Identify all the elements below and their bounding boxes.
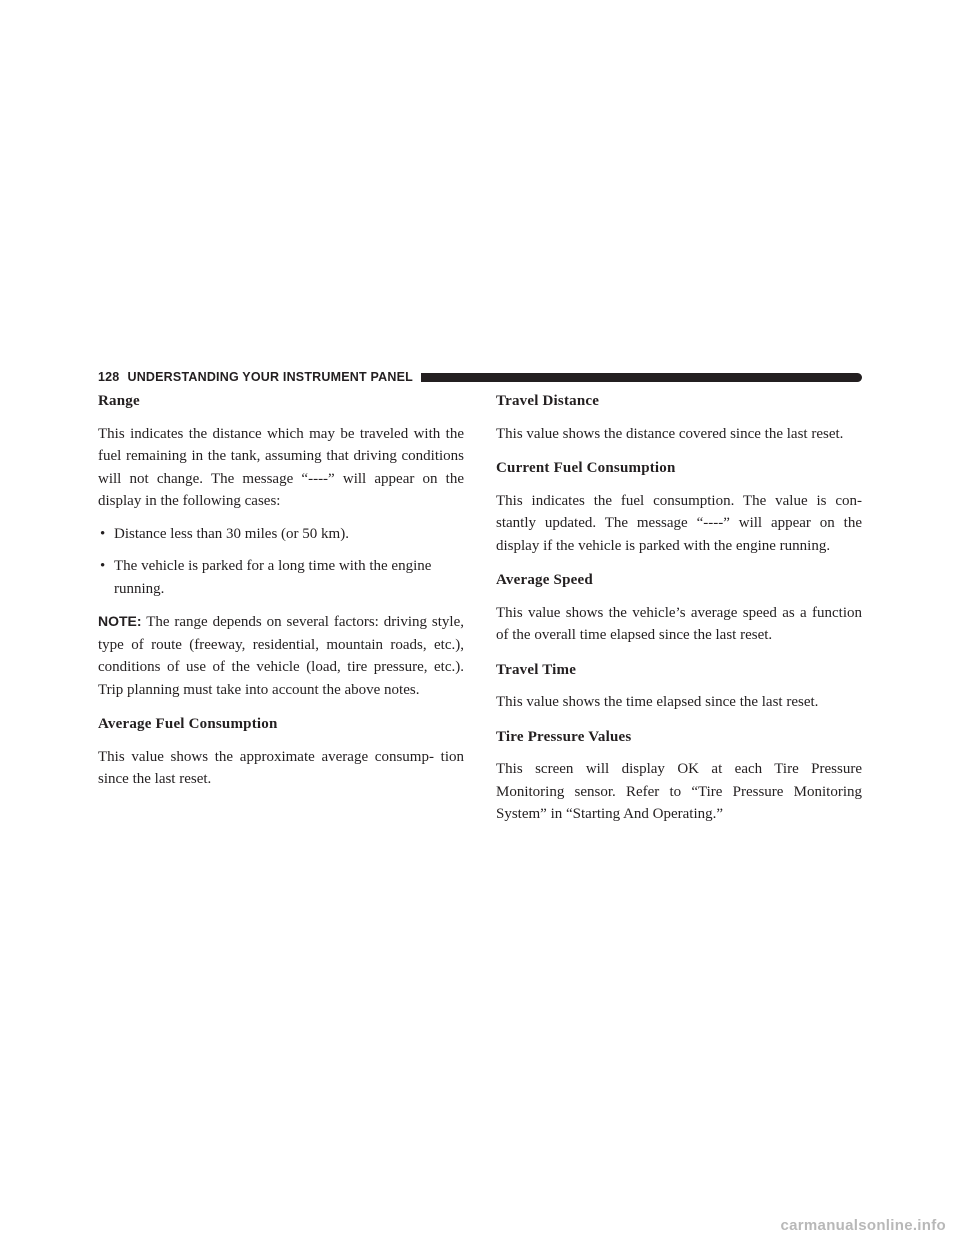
bullet-text: The vehicle is parked for a long time with the engine running. — [114, 558, 432, 597]
heading-average-speed: Average Speed — [496, 572, 593, 588]
heading-current-fuel-consumption: Current Fuel Consumption — [496, 460, 676, 476]
note-text: The range depends on several factors: driving style, type of route (freeway, residential, mountain roads, etc.), conditions of use of the vehicle (load, tire pressure, etc.). Trip planning must take into account the above notes. — [98, 614, 464, 698]
travel-distance-paragraph: This value shows the distance covered since the last reset. — [496, 425, 844, 442]
heading-range: Range — [98, 393, 140, 409]
page-number: 128 — [98, 370, 120, 384]
section-title: UNDERSTANDING YOUR INSTRUMENT PANEL — [127, 370, 413, 384]
list-item — [98, 523, 464, 546]
heading-travel-time: Travel Time — [496, 661, 577, 678]
list-item — [98, 555, 464, 600]
watermark: carmanualsonline.info — [780, 1217, 946, 1234]
range-bullet-list — [98, 523, 464, 601]
heading-travel-distance: Travel Distance — [496, 393, 600, 409]
page-header — [98, 368, 862, 386]
range-note — [98, 610, 464, 701]
right-column — [496, 390, 862, 836]
heading-tire-pressure-values: Tire Pressure Values — [496, 728, 632, 745]
travel-time-paragraph: This value shows the time elapsed since the last reset. — [496, 694, 819, 710]
average-speed-paragraph: This value shows the vehicle’s average speed as a function of the overall time elapsed since the last reset. — [496, 604, 862, 643]
average-fuel-consumption-paragraph: This value shows the approximate average consump- tion since the last reset. — [98, 748, 464, 787]
bullet-icon: • — [100, 525, 106, 542]
left-column — [98, 390, 464, 801]
note-label: NOTE: — [98, 613, 142, 629]
current-fuel-consumption-paragraph: This indicates the fuel consumption. The value is con- stantly updated. The message “----” will appear on the display if the vehicle is parked with the engine running. — [496, 492, 862, 554]
bullet-icon: • — [100, 558, 106, 574]
heading-average-fuel-consumption: Average Fuel Consumption — [98, 716, 278, 732]
range-paragraph: This indicates the distance which may be traveled with the fuel remaining in the tank, assuming that driving conditions will not change. The message “----” will appear on the display in the following cases: — [98, 425, 464, 509]
header-rule-bar — [421, 373, 862, 382]
bullet-text: Distance less than 30 miles (or 50 km). — [114, 525, 349, 542]
tire-pressure-values-paragraph: This screen will display OK at each Tire Pressure Monitoring sensor. Refer to “Tire Pressure Monitoring System” in “Starting And Operating.” — [496, 761, 862, 822]
